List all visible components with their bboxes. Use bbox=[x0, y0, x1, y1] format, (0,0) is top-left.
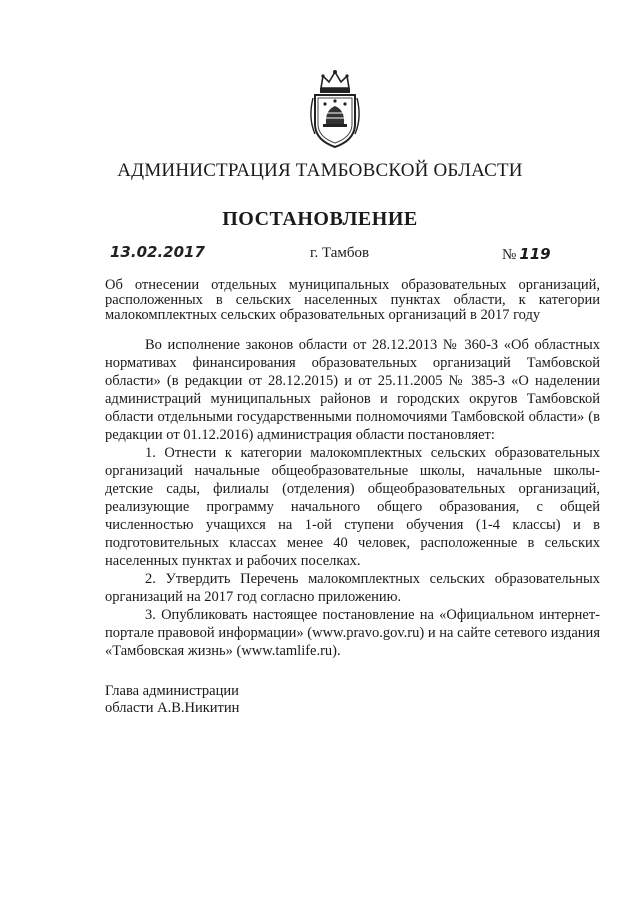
preamble-paragraph: Во исполнение законов области от 28.12.2013 № 360-З «Об областных нормативах финансирования образовательных организаций Тамбовской области» (в редакции от 28.12.2015) и от 25.11.2005 № 385-З «О наделении администраций муниципальных районов и городских округов Тамбовской области отдельными государственными полномочиями Тамбовской области» (в редакции от 01.12.2016) администрация области постановляет: bbox=[105, 337, 600, 443]
document-number bbox=[502, 245, 551, 264]
number-value: 119 bbox=[519, 245, 551, 263]
document-date: 13.02.2017 bbox=[110, 243, 205, 261]
number-label: № bbox=[502, 247, 517, 263]
document-body bbox=[105, 336, 600, 660]
organization-title: АДМИНИСТРАЦИЯ ТАМБОВСКОЙ ОБЛАСТИ bbox=[117, 160, 523, 181]
signature-block bbox=[105, 683, 239, 717]
document-type-heading: ПОСТАНОВЛЕНИЕ bbox=[222, 208, 418, 230]
document-city: г. Тамбов bbox=[310, 245, 370, 261]
signature-line-1: Глава администрации bbox=[105, 683, 239, 699]
item-1-paragraph: 1. Отнести к категории малокомплектных сельских образовательных организаций начальные общеобразовательные школы, начальные школы-детские сады, филиалы (отделения) общеобразовательных организаций, реализующие программу начального общего образования, с общей численностью учащихся на 1-ой ступени обучения (1-4 классы) и в подготовительных классах менее 40 человек, расположенные в сельских населенных пунктах и рабочих поселках. bbox=[105, 445, 600, 569]
document-subject: Об отнесении отдельных муниципальных образовательных организаций, расположенных в сельских населенных пунктах области, к категории малокомплектных сельских образовательных организаций в 2017 году bbox=[105, 277, 600, 323]
tambov-coat-of-arms-icon bbox=[305, 68, 365, 150]
item-3-paragraph: 3. Опубликовать настоящее постановление на «Официальном интернет-портале правовой информации» (www.pravo.gov.ru) и на сайте сетевого издания «Тамбовская жизнь» (www.tamlife.ru). bbox=[105, 607, 600, 659]
signature-line-2: области А.В.Никитин bbox=[105, 700, 240, 716]
item-2-paragraph: 2. Утвердить Перечень малокомплектных сельских образовательных организаций на 2017 год согласно приложению. bbox=[105, 571, 600, 605]
